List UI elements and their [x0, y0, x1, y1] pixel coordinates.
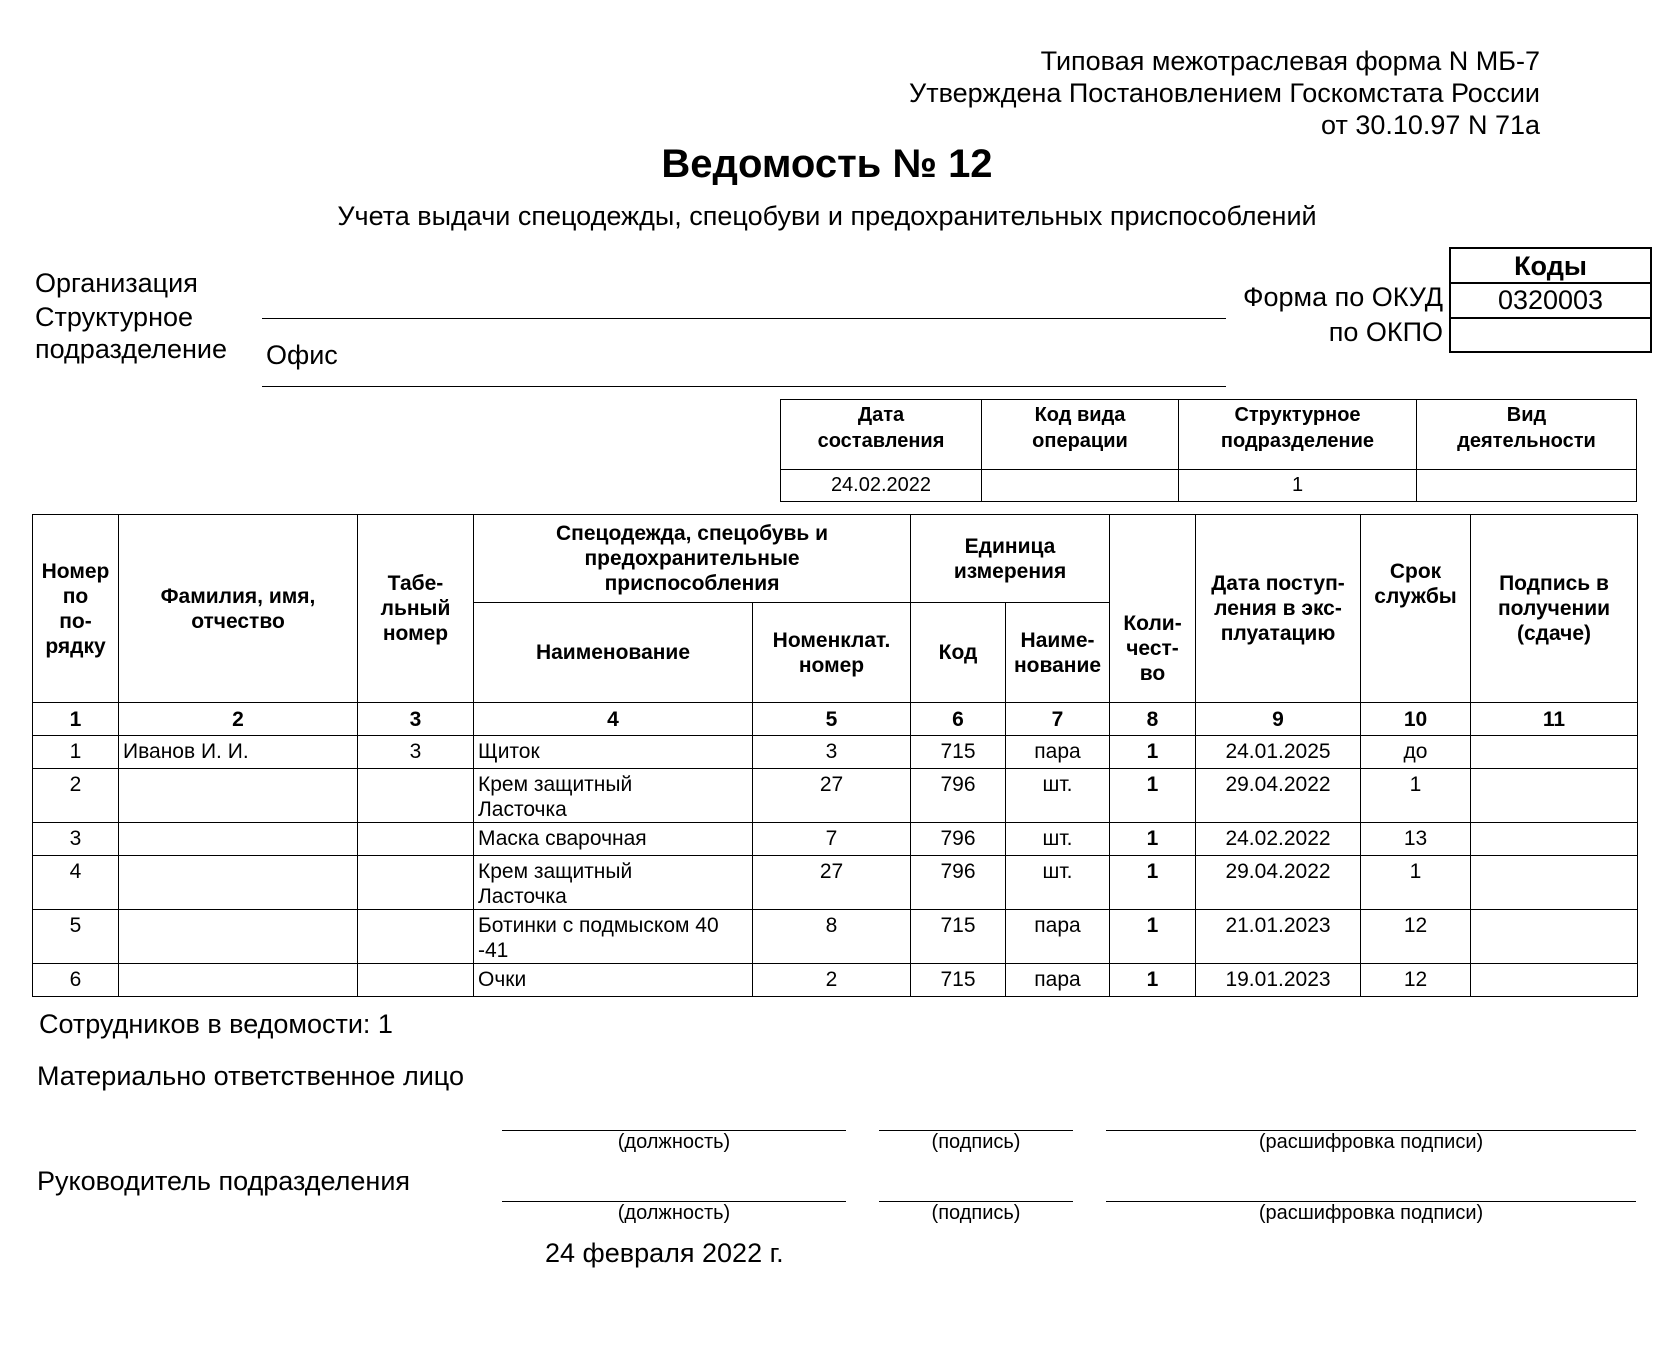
col-header-service-life: Срок службы [1361, 515, 1471, 703]
cell-date-in: 24.01.2025 [1196, 736, 1361, 769]
cell-unit-code: 796 [911, 856, 1006, 910]
col-header-signature: Подпись в получении (сдаче) [1471, 515, 1638, 703]
col-header-nomenclature: Номенклат. номер [753, 603, 911, 703]
cell-unit-code: 796 [911, 769, 1006, 823]
document-date: 24 февраля 2022 г. [545, 1238, 784, 1268]
cell-tab-number [358, 823, 474, 856]
cell-quantity: 1 [1110, 856, 1196, 910]
cell-tab-number [358, 856, 474, 910]
cell-nomenclature: 2 [753, 964, 911, 997]
cell-unit-code: 796 [911, 823, 1006, 856]
cell-number: 4 [33, 856, 119, 910]
cell-unit-code: 715 [911, 964, 1006, 997]
cell-tab-number [358, 910, 474, 964]
col-number: 7 [1006, 703, 1110, 736]
document-subtitle: Учета выдачи спецодежды, спецобуви и предохранительных приспособлений [337, 201, 1317, 231]
cell-item-name: Крем защитный Ласточка [474, 769, 753, 823]
cell-date-in: 19.01.2023 [1196, 964, 1361, 997]
cell-nomenclature: 8 [753, 910, 911, 964]
cell-service-life: 1 [1361, 856, 1471, 910]
issuance-table [32, 514, 1638, 997]
cell-number: 3 [33, 823, 119, 856]
cell-number: 1 [33, 736, 119, 769]
operation-code-header: Код вида операции [982, 400, 1179, 470]
col-header-items-group: Спецодежда, спецобувь и предохранительные приспособления [474, 515, 911, 603]
col-number: 5 [753, 703, 911, 736]
cell-date-in: 24.02.2022 [1196, 823, 1361, 856]
col-number: 6 [911, 703, 1006, 736]
cell-full-name: Иванов И. И. [119, 736, 358, 769]
cell-nomenclature: 27 [753, 769, 911, 823]
cell-item-name: Очки [474, 964, 753, 997]
col-number: 2 [119, 703, 358, 736]
col-header-unit-group: Единица измерения [911, 515, 1110, 603]
activity-type-header: Вид деятельности [1417, 400, 1637, 470]
cell-unit-name: пара [1006, 964, 1110, 997]
division-code-header: Структурное подразделение [1179, 400, 1417, 470]
activity-type-value [1417, 470, 1637, 502]
cell-nomenclature: 27 [753, 856, 911, 910]
column-numbers-row [33, 703, 1638, 736]
head-decoding-caption: (расшифровка подписи) [1258, 1202, 1484, 1224]
okud-value: 0320003 [1449, 282, 1652, 319]
cell-unit-code: 715 [911, 910, 1006, 964]
cell-number: 5 [33, 910, 119, 964]
division-label-line2: подразделение [35, 334, 227, 364]
cell-full-name [119, 856, 358, 910]
organization-underline [262, 318, 1226, 319]
cell-full-name [119, 769, 358, 823]
col-number: 1 [33, 703, 119, 736]
cell-item-name: Маска сварочная [474, 823, 753, 856]
col-header-unit-name: Наиме- нование [1006, 603, 1110, 703]
doc-date-header: Дата составления [781, 400, 982, 470]
cell-quantity: 1 [1110, 736, 1196, 769]
table-row [33, 964, 1638, 997]
cell-full-name [119, 964, 358, 997]
cell-signature [1471, 736, 1638, 769]
responsible-decoding-caption: (расшифровка подписи) [1258, 1131, 1484, 1153]
cell-date-in: 21.01.2023 [1196, 910, 1361, 964]
organization-label: Организация [35, 268, 198, 298]
cell-unit-name: шт. [1006, 769, 1110, 823]
form-approval-line: Утверждена Постановлением Госкомстата России [909, 78, 1540, 108]
doc-date-value: 24.02.2022 [781, 470, 982, 502]
division-underline [262, 386, 1226, 387]
table-row [33, 736, 1638, 769]
division-value: Офис [266, 340, 338, 370]
cell-quantity: 1 [1110, 769, 1196, 823]
table-row [33, 769, 1638, 823]
cell-unit-name: пара [1006, 910, 1110, 964]
responsible-position-caption: (должность) [617, 1131, 731, 1153]
cell-tab-number [358, 769, 474, 823]
cell-tab-number: 3 [358, 736, 474, 769]
col-number: 10 [1361, 703, 1471, 736]
cell-signature [1471, 823, 1638, 856]
okud-label: Форма по ОКУД [1242, 282, 1443, 312]
cell-quantity: 1 [1110, 964, 1196, 997]
cell-date-in: 29.04.2022 [1196, 856, 1361, 910]
col-header-full-name: Фамилия, имя, отчество [119, 515, 358, 703]
cell-number: 2 [33, 769, 119, 823]
cell-signature [1471, 910, 1638, 964]
form-type-line: Типовая межотраслевая форма N МБ-7 [1040, 46, 1540, 76]
col-header-number: Номер по по- рядку [33, 515, 119, 703]
codes-header: Коды [1449, 247, 1652, 285]
form-approval-date-line: от 30.10.97 N 71а [1321, 110, 1540, 140]
operation-code-value [982, 470, 1179, 502]
cell-service-life: 1 [1361, 769, 1471, 823]
table-row [33, 910, 1638, 964]
okpo-value [1449, 317, 1652, 353]
document-title: Ведомость № 12 [661, 142, 993, 186]
cell-item-name: Щиток [474, 736, 753, 769]
cell-unit-name: пара [1006, 736, 1110, 769]
col-number: 9 [1196, 703, 1361, 736]
col-header-tab-number: Табе- льный номер [358, 515, 474, 703]
cell-service-life: 13 [1361, 823, 1471, 856]
col-number: 8 [1110, 703, 1196, 736]
division-code-value: 1 [1179, 470, 1417, 502]
cell-full-name [119, 910, 358, 964]
col-header-unit-code: Код [911, 603, 1006, 703]
col-number: 3 [358, 703, 474, 736]
cell-date-in: 29.04.2022 [1196, 769, 1361, 823]
cell-unit-name: шт. [1006, 856, 1110, 910]
responsible-person-label: Материально ответственное лицо [37, 1061, 464, 1091]
cell-nomenclature: 7 [753, 823, 911, 856]
division-head-label: Руководитель подразделения [37, 1166, 411, 1196]
cell-full-name [119, 823, 358, 856]
col-number: 11 [1471, 703, 1638, 736]
responsible-signature-caption: (подпись) [931, 1131, 1021, 1153]
col-header-quantity: Коли- чест- во [1110, 515, 1196, 703]
cell-nomenclature: 3 [753, 736, 911, 769]
cell-service-life: 12 [1361, 964, 1471, 997]
cell-service-life: до [1361, 736, 1471, 769]
head-position-caption: (должность) [617, 1202, 731, 1224]
table-row [33, 856, 1638, 910]
cell-unit-code: 715 [911, 736, 1006, 769]
col-header-item-name: Наименование [474, 603, 753, 703]
head-signature-caption: (подпись) [931, 1202, 1021, 1224]
cell-unit-name: шт. [1006, 823, 1110, 856]
division-label-line1: Структурное [35, 302, 194, 332]
table-row [33, 823, 1638, 856]
cell-signature [1471, 856, 1638, 910]
col-number: 4 [474, 703, 753, 736]
cell-service-life: 12 [1361, 910, 1471, 964]
cell-quantity: 1 [1110, 823, 1196, 856]
cell-signature [1471, 769, 1638, 823]
okpo-label: по ОКПО [1328, 317, 1443, 347]
cell-quantity: 1 [1110, 910, 1196, 964]
cell-item-name: Ботинки с подмыском 40 -41 [474, 910, 753, 964]
cell-number: 6 [33, 964, 119, 997]
cell-item-name: Крем защитный Ласточка [474, 856, 753, 910]
col-header-date-in: Дата поступ- ления в экс- плуатацию [1196, 515, 1361, 703]
cell-tab-number [358, 964, 474, 997]
document-codes-table [780, 399, 1637, 502]
employees-count: Сотрудников в ведомости: 1 [39, 1009, 393, 1039]
cell-signature [1471, 964, 1638, 997]
